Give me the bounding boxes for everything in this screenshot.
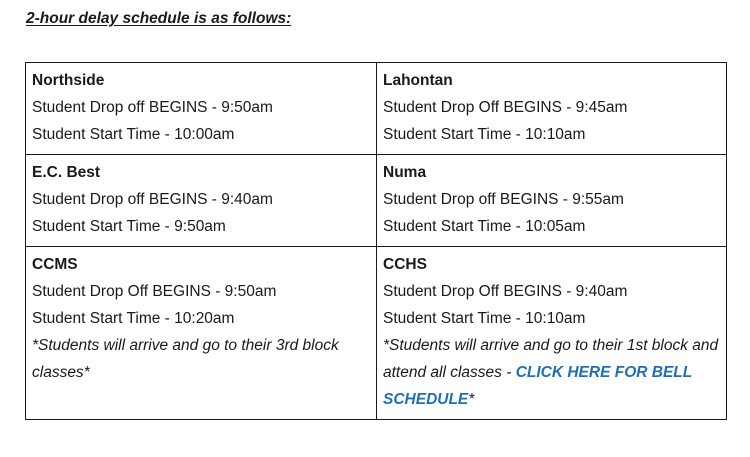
school-name: CCHS <box>383 256 427 273</box>
dropoff-time: Student Drop Off BEGINS - 9:40am <box>383 283 628 300</box>
dropoff-time: Student Drop off BEGINS - 9:40am <box>32 191 273 208</box>
page-heading: 2-hour delay schedule is as follows: <box>26 10 292 27</box>
table-row <box>26 63 727 155</box>
start-time: Student Start Time - 10:05am <box>383 218 586 235</box>
dropoff-time: Student Drop off BEGINS - 9:55am <box>383 191 624 208</box>
dropoff-time: Student Drop Off BEGINS - 9:50am <box>32 283 277 300</box>
start-time: Student Start Time - 10:10am <box>383 126 586 143</box>
dropoff-time: Student Drop off BEGINS - 9:50am <box>32 99 273 116</box>
school-name: Lahontan <box>383 72 453 89</box>
arrival-note-suffix: * <box>468 391 475 408</box>
start-time: Student Start Time - 9:50am <box>32 218 226 235</box>
school-cell-ec-best <box>26 155 377 247</box>
arrival-note <box>383 332 720 413</box>
school-cell-lahontan <box>377 63 727 155</box>
school-cell-cchs <box>377 247 727 420</box>
arrival-note: *Students will arrive and go to their 3rd block classes* <box>32 337 339 381</box>
school-name: Northside <box>32 72 105 89</box>
bell-schedule-link[interactable]: CLICK HERE FOR BELL SCHEDULE <box>383 364 692 408</box>
table-row <box>26 247 727 420</box>
table-row <box>26 155 727 247</box>
school-name: Numa <box>383 164 427 181</box>
school-cell-numa <box>377 155 727 247</box>
start-time: Student Start Time - 10:10am <box>383 310 586 327</box>
start-time: Student Start Time - 10:00am <box>32 126 235 143</box>
school-name: CCMS <box>32 256 78 273</box>
dropoff-time: Student Drop Off BEGINS - 9:45am <box>383 99 628 116</box>
start-time: Student Start Time - 10:20am <box>32 310 235 327</box>
arrival-note-text: *Students will arrive and go to their 1st block and attend all classes - <box>383 337 719 381</box>
school-name: E.C. Best <box>32 164 101 181</box>
school-cell-ccms <box>26 247 377 420</box>
school-cell-northside <box>26 63 377 155</box>
delay-schedule-table <box>25 62 727 420</box>
